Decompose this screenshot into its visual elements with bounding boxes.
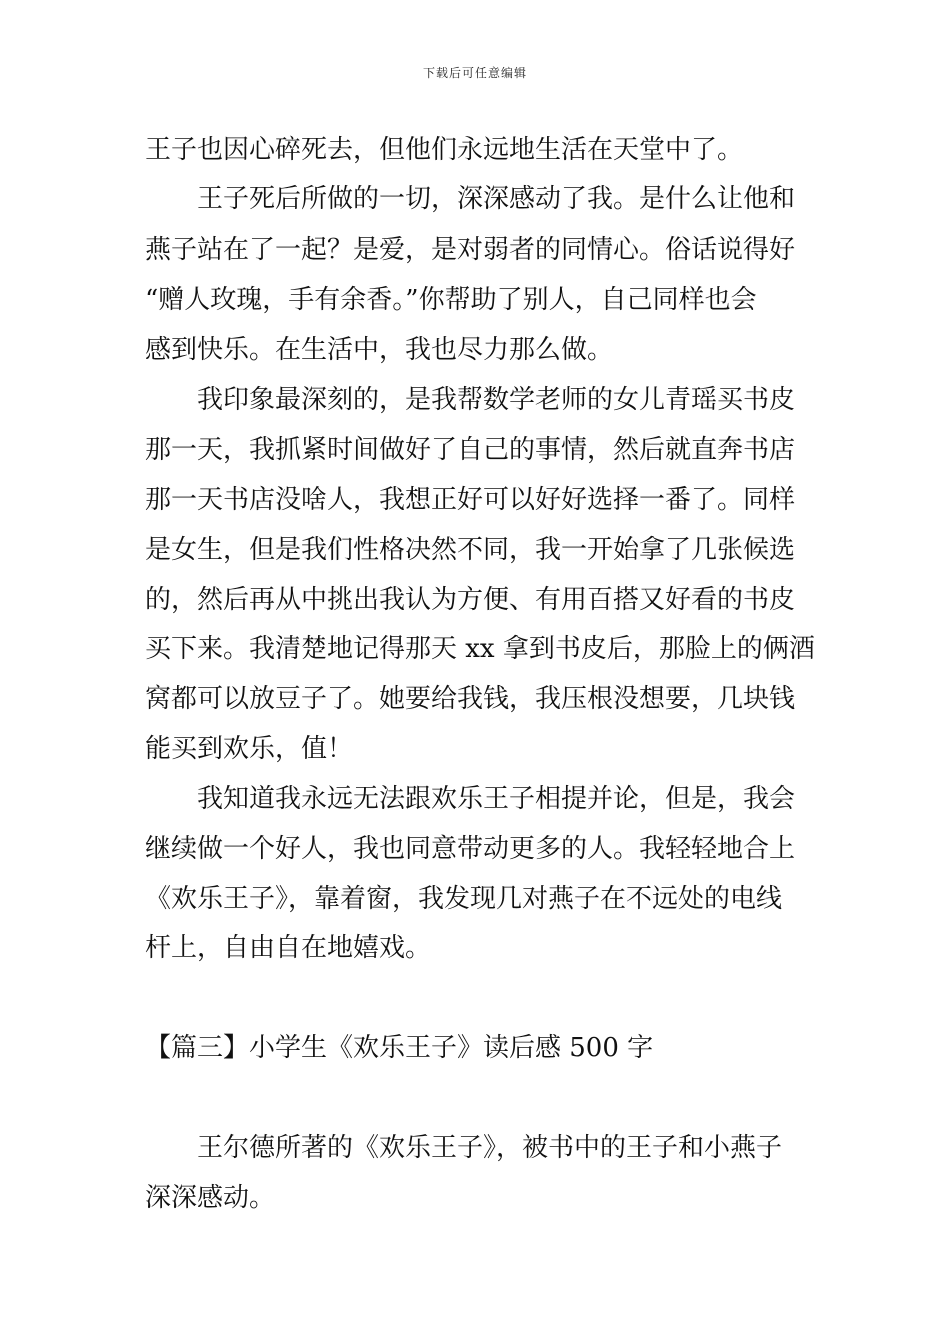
body-line: 王尔德所著的《欢乐王子》，被书中的王子和小燕子 bbox=[145, 1133, 783, 1163]
body-line: 杆上，自由自在地嬉戏。 bbox=[145, 933, 432, 963]
body-line: 感到快乐。在生活中，我也尽力那么做。 bbox=[145, 335, 614, 365]
body-line: 《欢乐王子》，靠着窗，我发现几对燕子在不远处的电线 bbox=[145, 884, 783, 914]
body-line: 王子也因心碎死去，但他们永远地生活在天堂中了。 bbox=[145, 135, 744, 165]
body-line: 买下来。我清楚地记得那天 xx 拿到书皮后，那脸上的俩酒 bbox=[145, 634, 815, 664]
body-line: 继续做一个好人，我也同意带动更多的人。我轻轻地合上 bbox=[145, 834, 796, 864]
body-line: 的，然后再从中挑出我认为方便、有用百搭又好看的书皮 bbox=[145, 585, 796, 615]
body-line: “赠人玫瑰，手有余香。”你帮助了别人，自己同样也会 bbox=[145, 285, 757, 315]
page-header: 下载后可任意编辑 bbox=[422, 66, 527, 80]
section-heading: 【篇三】小学生《欢乐王子》读后感 500 字 bbox=[145, 1033, 654, 1063]
body-line: 那一天，我抓紧时间做好了自己的事情，然后就直奔书店 bbox=[145, 435, 796, 465]
body-line: 那一天书店没啥人，我想正好可以好好选择一番了。同样 bbox=[145, 485, 796, 515]
body-line: 窝都可以放豆子了。她要给我钱，我压根没想要，几块钱 bbox=[145, 684, 796, 714]
body-line: 我知道我永远无法跟欢乐王子相提并论，但是，我会 bbox=[145, 784, 796, 814]
body-line: 能买到欢乐，值！ bbox=[145, 734, 354, 764]
body-line: 王子死后所做的一切，深深感动了我。是什么让他和 bbox=[145, 184, 796, 214]
body-line: 我印象最深刻的，是我帮数学老师的女儿青瑶买书皮 bbox=[145, 385, 796, 415]
body-line: 深深感动。 bbox=[145, 1183, 276, 1213]
body-line: 是女生，但是我们性格决然不同，我一开始拿了几张候选 bbox=[145, 535, 796, 565]
body-line: 燕子站在了一起？是爱，是对弱者的同情心。俗话说得好 bbox=[145, 235, 796, 265]
